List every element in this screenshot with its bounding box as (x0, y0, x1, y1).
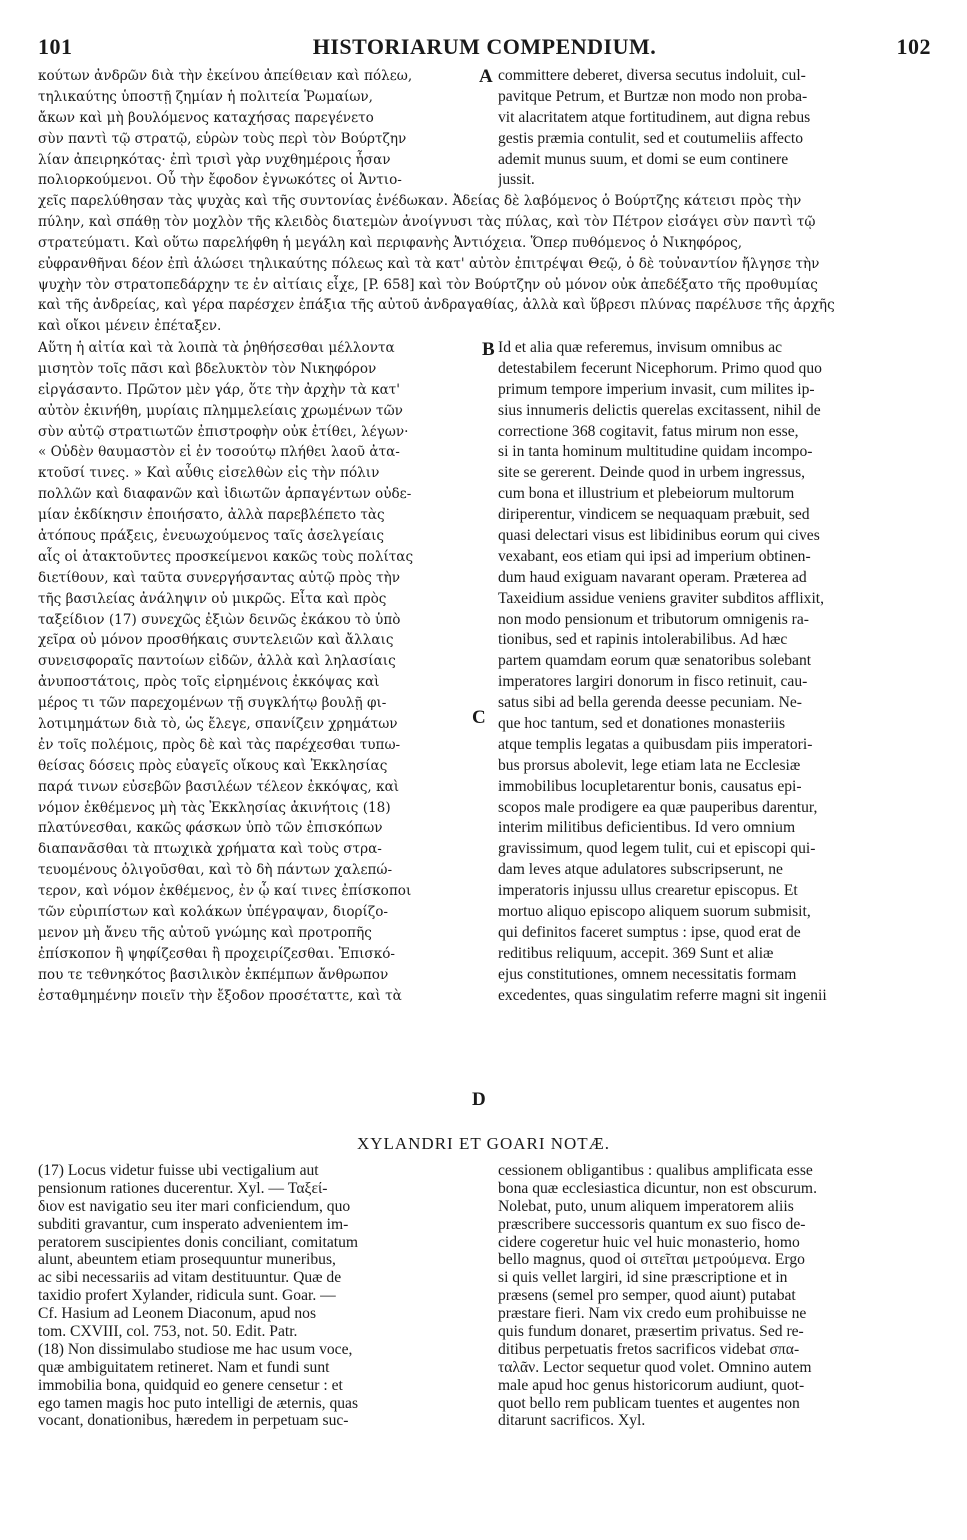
latin-column-top (498, 66, 932, 191)
note-text-line: vocant, donationibus, hæredem in perpetuam suc- (38, 1412, 349, 1430)
greek-text-line: πολλῶν καὶ διαφανῶν καὶ ἰδιωτῶν ἁρπαγέντων οὐδε- (38, 486, 412, 503)
latin-text-line: Taxeidium assidue veniens graviter subditos afflixit, (498, 589, 825, 607)
latin-text-line: dum haud exiguam navarant operam. Præterea ad (498, 568, 807, 586)
greek-text-line: πύλην, καὶ σπάθῃ τὸν μοχλὸν τῆς κλειδὸς διατεμὼν ἀνοίγνυσι τὰς πύλας, καὶ τὸν Πέτρον εἰσάγει σὺν παντὶ τῷ (38, 213, 816, 230)
latin-text-line: si in tanta hominum multitudine quidam incompo- (498, 443, 813, 461)
note-text-line: alunt, abeuntem etiam prosequuntur muneribus, (38, 1251, 336, 1269)
latin-text-line: imperatores largiri donorum in fisco retinuit, cau- (498, 673, 808, 691)
greek-text-line: πλατύνεσθαι, κακῶς φάσκων ὑπὸ τῶν ἐπισκόπων (38, 820, 383, 837)
greek-text-line: πολιορκούμενοι. Οὗ τὴν ἔφοδον ἐγνωκότες οἱ Ἀντιο- (38, 172, 402, 189)
notes-column-right (498, 1162, 932, 1430)
note-text-line: male apud hoc genus historicorum audiunt, quot- (498, 1376, 805, 1394)
latin-text-line: vexabant, eos etiam qui ipsi ad imperium obtinen- (498, 547, 811, 565)
section-marker-c: C (472, 707, 486, 728)
latin-text-line: mortuo aliquo episcopo aliquem suorum submisit, (498, 903, 811, 921)
greek-column-top (38, 66, 484, 191)
latin-text-line: tionibus, sed et rapinis intolerabilibus. Ad hæc (498, 631, 788, 649)
note-text-line: subditi gravantur, cum insperato advenientem im- (38, 1215, 349, 1233)
section-marker-d: D (472, 1089, 486, 1110)
latin-text-line: bus prorsus abolevit, lege etiam lata ne Ecclesiæ (498, 756, 801, 774)
greek-text-line: τερον, καὶ νόμον ἐκθέμενος, ἐν ᾧ καί τινες ἐπίσκοποι (38, 883, 412, 900)
note-text-line: taxidio profert Xylander, ridicula sunt. Goar. — (38, 1287, 336, 1305)
section-marker-a: A (479, 66, 493, 87)
latin-text-line: que hoc tantum, sed et donationes monasteriis (498, 715, 786, 733)
notes-heading: XYLANDRI ET GOARI NOTÆ. (356, 1134, 611, 1153)
latin-text-line: dam leves atque adulatores subscripserunt, ne (498, 861, 783, 879)
note-text-line: bello magnus, quod οἱ σιτεῖται μετρούμενα. Ergo (498, 1251, 805, 1269)
latin-text-line: detestabilem fecerunt Nicephorum. Primo quod quo (498, 359, 822, 377)
latin-text-line: gestis præmia contulit, sed et coutumeliis affecto (498, 129, 804, 147)
note-text-line: quis fundum donaret, præsertim privatus. Sed re- (498, 1323, 804, 1341)
latin-text-line: ejus constitutiones, omnem necessitatis formam (498, 965, 797, 983)
latin-text-line: excedentes, quas singulatim referre magni sit ingenii (498, 986, 827, 1004)
latin-column-main (498, 338, 932, 1007)
greek-text-line: νόμον ἐκθέμενος μὴ τὰς Ἐκκλησίας ἀκινήτοις (18) (38, 799, 391, 816)
greek-text-line: μισητὸν τοῖς πᾶσι καὶ βδελυκτὸν τὸν Νικηφόρον (38, 360, 377, 377)
greek-text-line: καὶ οἴκοι μένειν ἐπέταξεν. (38, 318, 222, 335)
latin-text-line: jussit. (498, 171, 535, 189)
latin-text-line: satus sibi ad bella gerenda deesse pecuniam. Ne- (498, 694, 802, 712)
note-text-line: Cf. Hasium ad Leonem Diaconum, apud nos (38, 1305, 317, 1323)
greek-text-line: που τε τεθνηκότος βασιλικὸν ἐκπέμπων ἄνθρωπον (38, 966, 389, 983)
greek-text-line: τηλικαύτης ὑποστῇ ζημίαν ἡ πολιτεία Ῥωμαίων, (38, 88, 373, 105)
greek-text-line: Αὕτη ἡ αἰτία καὶ τὰ λοιπὰ τὰ ῥηθήσεσθαι μέλλοντα (38, 340, 395, 356)
greek-text-line: συνεισφοραῖς παντοίων εἰδῶν, ἀλλὰ καὶ ληλασίαις (38, 653, 396, 670)
note-text-line: quæ ambiguitatem retineret. Nam et fundi sunt (38, 1358, 330, 1376)
latin-text-line: quasi delectari visus est libidinibus eorum qui cives (498, 527, 820, 545)
notes-column-left (38, 1162, 478, 1430)
note-text-line: præscribere successoris quantum ex suo fisco de- (498, 1215, 806, 1233)
greek-text-line: ἄκων καὶ μὴ βουλόμενος καταχήσας παρεγένετο (38, 109, 374, 126)
latin-text-line: imperatoris injussu ullus crearetur episcopus. Et (498, 882, 798, 900)
latin-text-line: ademit munus suum, et domi se eum continere (498, 150, 789, 168)
note-text-line: immobilia bona, quidquid eo genere censetur : et (38, 1376, 343, 1394)
latin-text-line: committere deberet, diversa secutus indoluit, cul- (498, 67, 806, 84)
greek-text-line: ἀνυποστάτοις, πρὸς τοῖς εἰρημένοις ἐκκόψας καὶ (38, 674, 380, 691)
greek-text-line: διετίθουν, καὶ ταῦτα συνεργήσαντας αὐτῷ πρὸς τὴν (38, 569, 401, 586)
latin-text-line: sius innumeris delictis querelas excitassent, nihil de (498, 401, 821, 419)
note-text-line: cidere cogeretur huic vel huic monasterio, homo (498, 1233, 800, 1251)
latin-text-line: immobilibus locupletarentur bonis, causatus epi- (498, 777, 802, 795)
note-text-line: Nolebat, puto, unum aliquem imperatorem aliis (498, 1197, 794, 1215)
greek-text-line: αἷς οἱ ἀτακτοῦντες προσκείμενοι κακῶς τοὺς πολίτας (38, 548, 414, 565)
greek-text-line: ἀτόπους πράξεις, ἐνευωχούμενος ταῖς ἀσελγείαις (38, 528, 385, 545)
page-number-left: 101 (38, 34, 73, 59)
running-head (38, 34, 931, 60)
latin-text-line: Id et alia quæ referemus, invisum omnibus ac (498, 339, 783, 356)
greek-text-line: παρά τινων εὐσεβῶν βασιλέων τέλεον ἐκκόψας, καὶ (38, 778, 400, 795)
greek-text-line: αὐτὸν ἐκινήθη, μυρίαις πλημμελείαις χρωμένων τῶν (38, 402, 403, 419)
greek-text-line: κτοῦσί τινες. » Καὶ αὖθις εἰσελθὼν εἰς τὴν πόλιν (38, 465, 380, 482)
greek-text-line: σὺν αὐτῷ στρατιωτῶν ἐπιστροφὴν οὐκ ἐτίθει, λέγων· (38, 423, 409, 440)
latin-text-line: primum tempore imperium invasit, cum milites ip- (498, 380, 815, 398)
greek-text-line: μενον μὴ ἄνευ τῆς αὐτοῦ γνώμης καὶ προτροπῆς (38, 924, 372, 941)
greek-text-line: « Οὐδὲν θαυμαστὸν εἰ ἐν τοσούτῳ πλήθει λαοῦ ἀτα- (38, 444, 400, 461)
note-text-line: peratorem suscipientes donis conciliant, comitatum (38, 1233, 359, 1251)
note-text-line: præstare fieri. Nam vix credo eum prohibuisse ne (498, 1305, 807, 1323)
latin-text-line: reditibus reliquum, accepit. 369 Sunt et aliæ (498, 944, 774, 962)
note-text-line: si quis vellet largiri, id sine præscriptione et in (498, 1269, 788, 1287)
greek-text-line: λίαν ἀπειρηκότας· ἐπὶ τρισὶ γὰρ νυχθημέροις ἦσαν (38, 151, 391, 168)
latin-text-line: scopos male prodigere ea quæ pauperibus darentur, (498, 798, 818, 816)
greek-text-line: τῶν εὐριπίστων καὶ κολάκων ὑπέγραψαν, διορίζο- (38, 904, 388, 921)
greek-text-line: μίαν ἐκδίκησιν ἐποιήσατο, ἀλλὰ παρεβλέπετο τὰς (38, 507, 385, 524)
note-text-line: præsens (semel pro semper, quod aiunt) putabat (498, 1287, 796, 1305)
greek-text-line: χεῖρα οὐ μόνον προσθήκαις συντελειῶν καὶ ἄλλαις (38, 632, 394, 649)
page-number-right: 102 (896, 34, 931, 59)
greek-text-line: εὐφρανθῆναι δέον ἐπὶ ἁλώσει τηλικαύτης πόλεως καὶ τὰ κατ' αὐτὸν ἐπιτρέψαι Θεῷ, ὁ δὲ τοὐναντίον ἤλγησε τὴν (38, 255, 820, 272)
greek-text-line: θείσας δόσεις πρὸς εὐαγεῖς οἴκους καὶ Ἐκκλησίας (38, 757, 388, 774)
page-title: HISTORIARUM COMPENDIUM. (312, 34, 657, 59)
note-text-line: διον est navigatio seu iter mari conficiendum, quo (38, 1197, 351, 1215)
latin-text-line: partem quamdam eorum quæ senatoribus solebant (498, 652, 812, 670)
greek-text-line: ψυχὴν τὸν στρατοπεδάρχην τε ἐν αἰτίαις εἶχε, [P. 658] καὶ τὸν Βούρτζην οὐ μόνον οὐκ ἀπεδέξατο τῆς προθυμίας (38, 276, 818, 293)
note-text-line: ego tamen magis hoc puto intelligi de æternis, quas (38, 1394, 359, 1412)
latin-text-line: diriperentur, vindicem se nequaquam præbuit, sed (498, 506, 810, 524)
latin-text-line: correctione 368 cogitavit, fatus mirum non esse, (498, 422, 799, 440)
greek-text-line: στρατεύματι. Καὶ οὕτω παρελήφθη ἡ μεγάλη καὶ περιφανὴς Ἀντιόχεια. Ὅπερ πυθόμενος ὁ Νικηφόρος, (38, 234, 743, 251)
greek-text-line: διαπανᾶσθαι τὰ πτωχικὰ χρήματα καὶ τοὺς στρα- (38, 841, 382, 858)
note-text-line: ditarunt sacrificos. Xyl. (498, 1412, 646, 1430)
greek-full-width-paragraph (38, 191, 931, 337)
greek-text-line: ἐπίσκοπον ἢ ψηφίζεσθαι ἢ προχειρίζεσθαι. Ἐπισκό- (38, 945, 395, 962)
note-text-line: (17) Locus videtur fuisse ubi vectigalium aut (38, 1162, 319, 1179)
note-text-line: pensionum rationes ducerentur. Xyl. — Ταξεί- (38, 1179, 328, 1197)
greek-text-line: ἐν τοῖς πολέμοις, πρὸς δὲ καὶ τὰς παρέχεσθαι τυπω- (38, 736, 401, 753)
latin-text-line: cum bona et illustrium et plebeiorum multorum (498, 485, 795, 503)
latin-text-line: gravissimum, quod legem tulit, cui et episcopi qui- (498, 840, 816, 858)
greek-text-line: χεῖς παρελύθησαν τὰς ψυχὰς καὶ τῆς συντονίας ἐνέδωκαν. Ἀδείας δὲ λαβόμενος ὁ Βούρτζης κάτεισι πρὸς τὴν (38, 193, 802, 209)
note-text-line: bona quæ ecclesiastica dicuntur, non est obscurum. (498, 1179, 817, 1197)
latin-text-line: atque templis legatas a quibusdam piis imperatori- (498, 735, 813, 753)
greek-text-line: καὶ τῆς ἀνδρείας, καὶ γέρα παρέσχεν ἐπάξια τῆς αὐτοῦ ἀνδραγαθίας, ἀλλὰ καὶ ὕβρεσι πλύνας παρέλυσε τῆς ἀρχῆς (38, 297, 835, 314)
latin-text-line: pavitque Petrum, et Burtzæ non modo non proba- (498, 87, 808, 105)
section-marker-b: B (482, 339, 495, 360)
greek-text-line: μέρος τι τῶν παρεχομένων τῇ συγκλήτῳ βουλῇ φι- (38, 695, 387, 712)
greek-text-line: ἐσταθμημένην ποιεῖν τὴν ἔξοδον προσέταττε, καὶ τὰ (38, 987, 402, 1004)
latin-text-line: qui definitos faceret sumptus : ipse, quod erat de (498, 923, 801, 941)
note-text-line: ταλᾶν. Lector sequetur quod volet. Omnino autem (498, 1358, 812, 1376)
note-text-line: cessionem obligantibus : qualibus amplificata esse (498, 1162, 813, 1179)
note-text-line: quot bello rem publicam tuentes et augentes non (498, 1394, 800, 1412)
greek-text-line: εἰργάσαντο. Πρῶτον μὲν γάρ, ὅτε τὴν ἀρχὴν τὰ κατ' (38, 381, 401, 398)
greek-text-line: κούτων ἀνδρῶν διὰ τὴν ἐκείνου ἀπείθειαν καὶ πόλεω, (38, 68, 413, 84)
latin-text-line: vit alacritatem atque fortitudinem, aut digna rebus (498, 108, 811, 126)
latin-text-line: interim militibus deficientibus. Id vero omnium (498, 819, 796, 837)
note-text-line: (18) Non dissimulabo studiose me hac usum voce, (38, 1340, 353, 1358)
greek-text-line: τῆς βασιλείας ἀνάληψιν οὐ μικρῶς. Εἶτα καὶ πρὸς (38, 590, 387, 607)
greek-text-line: ταξείδιον (17) συνεχῶς ἐξιὼν δεινῶς ἐκάκου τὸ ὑπὸ (38, 611, 401, 628)
greek-column-main (38, 338, 478, 1007)
note-text-line: ditibus perpetuatis fretos sacrificos videbat σπα- (498, 1340, 800, 1358)
greek-text-line: λοτιμημάτων διὰ τὸ, ὡς ἔλεγε, σπανίζειν χρημάτων (38, 716, 398, 733)
note-text-line: ac sibi necessariis ad vitam destituuntur. Quæ de (38, 1269, 342, 1287)
greek-text-line: σὺν παντὶ τῷ στρατῷ, εὑρὼν τοὺς περὶ τὸν Βούρτζην (38, 130, 407, 147)
greek-text-line: τευομένους ὀλιγοῦσθαι, καὶ τὸ δὴ πάντων χαλεπώ- (38, 862, 393, 879)
latin-text-line: site se gererent. Deinde quod in urbem ingressus, (498, 464, 806, 482)
latin-text-line: non modo pensionum et tributorum omnigenis ra- (498, 610, 809, 628)
note-text-line: tom. CXVIII, col. 753, not. 50. Edit. Patr. (38, 1323, 298, 1341)
